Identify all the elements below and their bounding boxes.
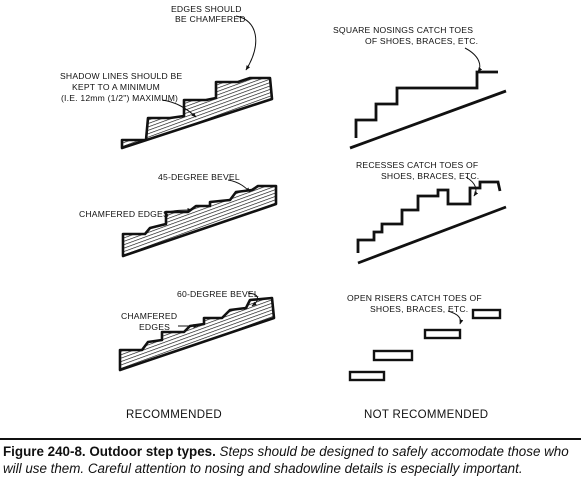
figure-caption bbox=[3, 443, 577, 477]
not-recommended-stair-square-nosings bbox=[350, 72, 506, 148]
recommended-stair-60-bevel bbox=[120, 298, 274, 370]
caption-body: Steps should be designed to safely accomodate those who will use them. Careful attention to nosing and shadowline details is especially important. bbox=[3, 444, 569, 476]
label-chamfered-edges: CHAMFERED EDGES bbox=[79, 209, 169, 219]
label-open-risers: OPEN RISERS CATCH TOES OF SHOES, BRACES, ETC. bbox=[347, 293, 482, 314]
open-riser-tread-4 bbox=[473, 310, 500, 318]
caption-rule bbox=[0, 438, 581, 440]
leader-square-nosings bbox=[465, 48, 480, 72]
label-edges-chamfered: EDGES SHOULD BE CHAMFERED bbox=[171, 4, 246, 24]
label-60-degree-bevel: 60-DEGREE BEVEL bbox=[177, 289, 259, 299]
column-not-recommended: NOT RECOMMENDED bbox=[364, 409, 489, 421]
recommended-stair-45-bevel bbox=[123, 186, 276, 256]
open-riser-tread-2 bbox=[374, 351, 412, 360]
column-recommended: RECOMMENDED bbox=[126, 409, 222, 421]
label-chamfered-edges-2: CHAMFERED EDGES bbox=[121, 311, 178, 332]
not-recommended-stair-recesses bbox=[358, 182, 506, 263]
open-riser-tread-1 bbox=[350, 372, 384, 380]
label-45-degree-bevel: 45-DEGREE BEVEL bbox=[158, 172, 240, 182]
label-shadow-lines: SHADOW LINES SHOULD BE KEPT TO A MINIMUM (I.E. 12mm (1/2") MAXIMUM) bbox=[60, 71, 183, 103]
label-square-nosings: SQUARE NOSINGS CATCH TOES OF SHOES, BRACES, ETC. bbox=[333, 25, 479, 46]
leader-edges-chamfered bbox=[236, 16, 256, 70]
open-riser-tread-3 bbox=[425, 330, 460, 338]
label-recesses: RECESSES CATCH TOES OF SHOES, BRACES, ETC. bbox=[356, 160, 480, 181]
caption-title: Figure 240-8. Outdoor step types. bbox=[3, 444, 216, 459]
not-recommended-stair-open-risers bbox=[350, 310, 500, 380]
